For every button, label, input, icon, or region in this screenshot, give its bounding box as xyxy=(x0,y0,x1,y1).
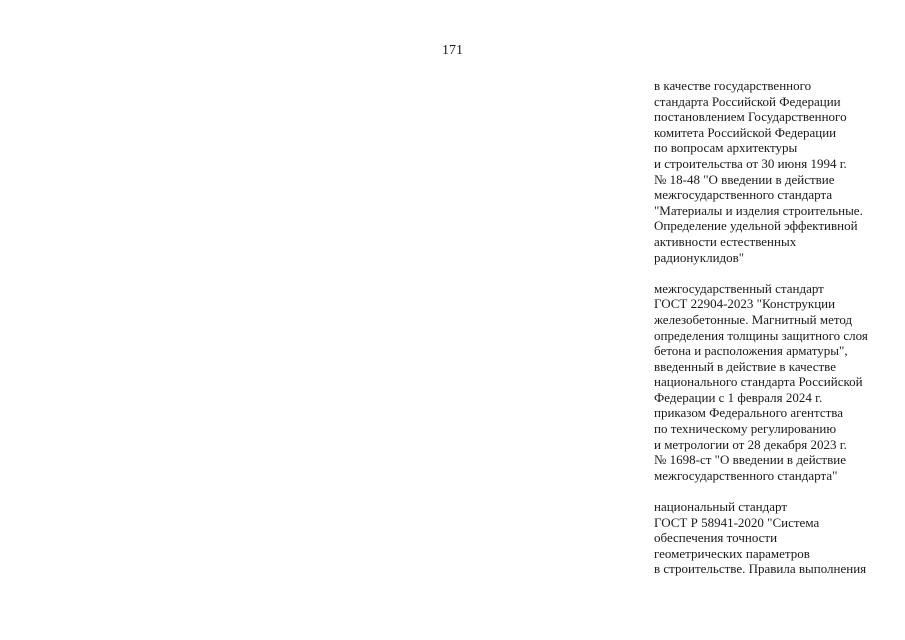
text-line: постановлением Государственного xyxy=(654,109,847,125)
text-line: стандарта Российской Федерации xyxy=(654,93,841,109)
text-line: по техническому регулированию xyxy=(654,421,837,437)
text-line: приказом Федерального агентства xyxy=(654,405,844,421)
text-line: Федерации с 1 февраля 2024 г. xyxy=(654,389,823,405)
text-line: межгосударственного стандарта xyxy=(654,187,833,203)
text-line: межгосударственный стандарт xyxy=(654,280,824,296)
text-line: бетона и расположения арматуры", xyxy=(654,343,848,359)
text-line: "Материалы и изделия строительные. xyxy=(654,202,863,218)
paragraph-gost-r-58941-2020 xyxy=(654,499,894,577)
text-line: национального стандарта Российской xyxy=(654,374,863,390)
text-line: № 1698-ст "О введении в действие xyxy=(654,452,846,468)
text-line: обеспечения точности xyxy=(654,530,778,546)
paragraph-state-standard-resolution xyxy=(654,78,894,265)
text-line: определения толщины защитного слоя xyxy=(654,327,868,343)
text-line: и строительства от 30 июня 1994 г. xyxy=(654,155,847,171)
text-line: межгосударственного стандарта" xyxy=(654,467,838,483)
page-number: 171 xyxy=(442,43,463,58)
document-text-column xyxy=(654,78,894,593)
text-line: № 18-48 "О введении в действие xyxy=(654,171,835,187)
text-line: комитета Российской Федерации xyxy=(654,124,837,140)
text-line: в качестве государственного xyxy=(654,78,812,93)
text-line: ГОСТ Р 58941-2020 "Система xyxy=(654,514,820,530)
text-line: железобетонные. Магнитный метод xyxy=(654,311,853,327)
text-line: национальный стандарт xyxy=(654,499,788,515)
text-line: и метрологии от 28 декабря 2023 г. xyxy=(654,436,847,452)
text-line: Определение удельной эффективной xyxy=(654,218,858,234)
paragraph-gost-22904-2023 xyxy=(654,281,894,484)
text-line: активности естественных xyxy=(654,233,797,249)
text-line: в строительстве. Правила выполнения xyxy=(654,561,867,577)
text-line: введенный в действие в качестве xyxy=(654,358,837,374)
text-line: ГОСТ 22904-2023 "Конструкции xyxy=(654,296,836,312)
text-line: радионуклидов" xyxy=(654,249,745,265)
text-line: геометрических параметров xyxy=(654,545,810,561)
text-line: по вопросам архитектуры xyxy=(654,140,798,156)
